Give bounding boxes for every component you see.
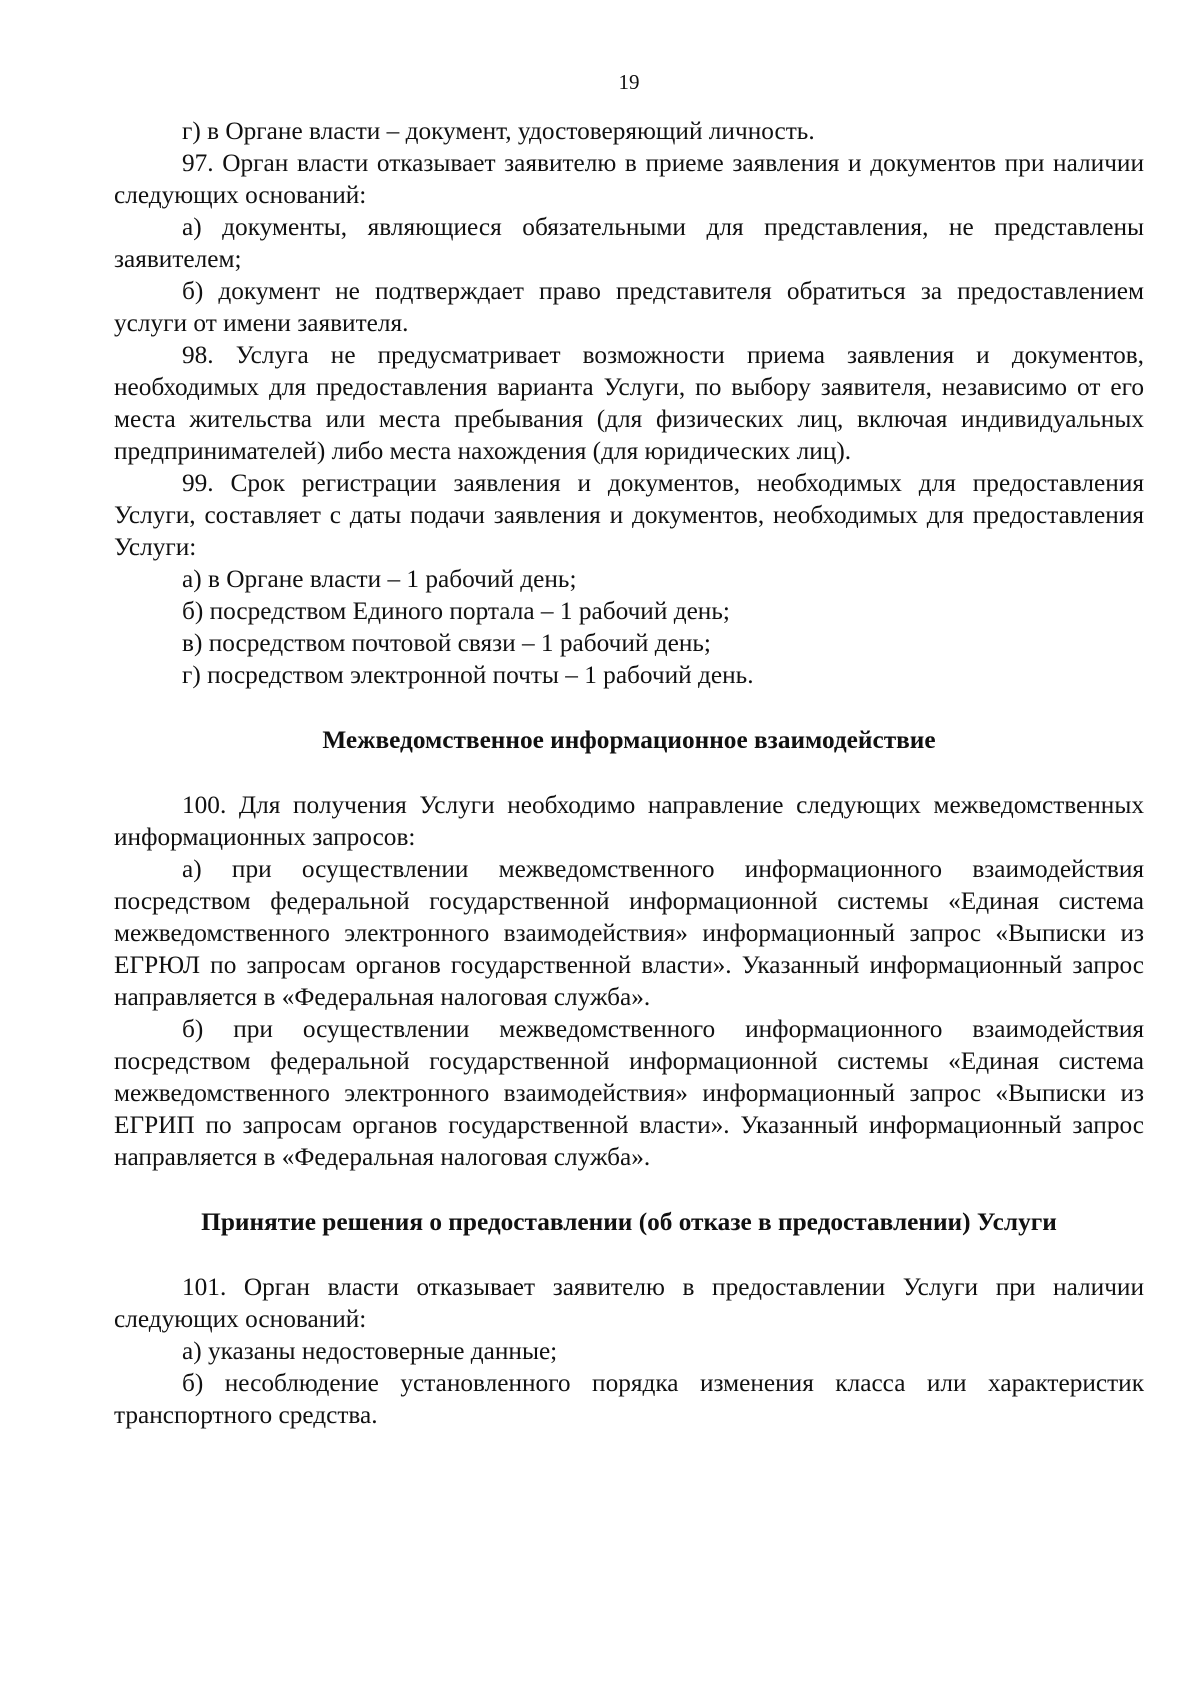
paragraph-100-b: б) при осуществлении межведомственного информационного взаимодействия посредством федеральной государственной информационной системы «Единая система межведомственного электронного взаимодействия» информационный запрос «Выписки из ЕГРИП по запросам органов государственной власти». Указанный информационный запрос направляется в «Федеральная налоговая служба». [114,1015,1144,1171]
spacer [114,691,1144,724]
paragraph-100-a: а) при осуществлении межведомственного информационного взаимодействия посредством федеральной государственной информационной системы «Единая система межведомственного электронного взаимодействия» информационный запрос «Выписки из ЕГРЮЛ по запросам органов государственной власти». Указанный информационный запрос направляется в «Федеральная налоговая служба». [114,855,1144,1011]
paragraph-101-b: б) несоблюдение установленного порядка изменения класса или характеристик транспортного средства. [114,1369,1144,1429]
paragraph-99-b: б) посредством Единого портала – 1 рабочий день; [182,597,730,625]
spacer [114,756,1144,789]
paragraph-97-b: б) документ не подтверждает право представителя обратиться за предоставлением услуги от имени заявителя. [114,277,1144,337]
section-heading-interagency: Межведомственное информационное взаимодействие [322,726,936,754]
paragraph-99-a: а) в Органе власти – 1 рабочий день; [182,565,577,593]
paragraph-99-g: г) посредством электронной почты – 1 рабочий день. [182,661,754,689]
paragraph-97: 97. Орган власти отказывает заявителю в приеме заявления и документов при наличии следующих оснований: [114,149,1144,209]
paragraph-98: 98. Услуга не предусматривает возможности приема заявления и документов, необходимых для предоставления варианта Услуги, по выбору заявителя, независимо от его места жительства или места пребывания (для физических лиц, включая индивидуальных предпринимателей) либо места нахождения (для юридических лиц). [114,341,1144,465]
document-body [114,115,1144,1431]
paragraph-100: 100. Для получения Услуги необходимо направление следующих межведомственных информационных запросов: [114,791,1144,851]
paragraph-97-a: а) документы, являющиеся обязательными для представления, не представлены заявителем; [114,213,1144,273]
paragraph-101-a: а) указаны недостоверные данные; [182,1337,558,1365]
paragraph-101: 101. Орган власти отказывает заявителю в предоставлении Услуги при наличии следующих оснований: [114,1273,1144,1333]
spacer [114,1173,1144,1206]
page-number: 19 [618,70,640,94]
spacer [114,1238,1144,1271]
paragraph-99: 99. Срок регистрации заявления и документов, необходимых для предоставления Услуги, составляет с даты подачи заявления и документов, необходимых для предоставления Услуги: [114,469,1144,561]
paragraph-99-v: в) посредством почтовой связи – 1 рабочий день; [182,629,711,657]
paragraph-item-g-identity: г) в Органе власти – документ, удостоверяющий личность. [182,117,815,145]
section-heading-decision: Принятие решения о предоставлении (об отказе в предоставлении) Услуги [201,1208,1057,1236]
